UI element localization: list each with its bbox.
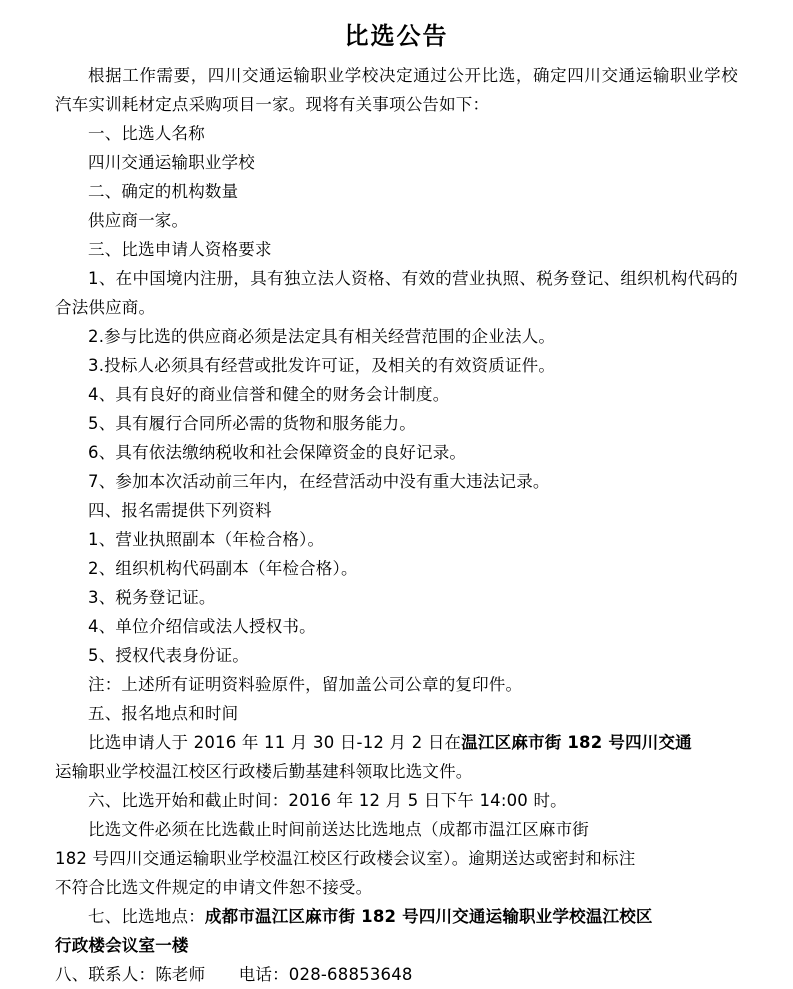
- paragraph: 六、比选开始和截止时间：2016 年 12 月 5 日下午 14:00 时。: [88, 791, 567, 810]
- paragraph: 四、报名需提供下列资料: [88, 501, 272, 520]
- paragraph: 根据工作需要，四川交通运输职业学校决定通过公开比选，确定四川交通运输职业学校汽车实训耗材定点采购项目一家。现将有关事项公告如下：: [55, 66, 738, 114]
- paragraph: 八、联系人：陈老师 电话：028-68853648: [55, 965, 413, 984]
- paragraph: 注：上述所有证明资料验原件，留加盖公司公章的复印件。: [88, 675, 523, 694]
- paragraph: 五、报名地点和时间: [88, 704, 239, 723]
- paragraph: 四川交通运输职业学校: [88, 153, 255, 172]
- paragraph: 2、组织机构代码副本（年检合格）。: [88, 559, 358, 578]
- paragraph: 供应商一家。: [88, 211, 189, 230]
- paragraph: 2.参与比选的供应商必须是法定具有相关经营范围的企业法人。: [88, 327, 556, 346]
- paragraph: 运输职业学校温江校区行政楼后勤基建科领取比选文件。: [55, 762, 473, 781]
- paragraph: 6、具有依法缴纳税收和社会保障资金的良好记录。: [88, 443, 467, 462]
- paragraph: 一、比选人名称: [88, 124, 205, 143]
- paragraph: 1、在中国境内注册，具有独立法人资格、有效的营业执照、税务登记、组织机构代码的合法供应商。: [55, 269, 738, 317]
- paragraph: 4、具有良好的商业信誉和健全的财务会计制度。: [88, 385, 450, 404]
- paragraph: 7、参加本次活动前三年内，在经营活动中没有重大违法记录。: [88, 472, 550, 491]
- paragraph: 二、确定的机构数量: [88, 182, 239, 201]
- paragraph: 4、单位介绍信或法人授权书。: [88, 617, 316, 636]
- paragraph: 行政楼会议室一楼: [55, 936, 189, 955]
- paragraph: 不符合比选文件规定的申请文件恕不接受。: [55, 878, 373, 897]
- paragraph: 1、营业执照副本（年检合格）。: [88, 530, 325, 549]
- document-body: [55, 61, 738, 989]
- paragraph: 3.投标人必须具有经营或批发许可证，及相关的有效资质证件。: [88, 356, 556, 375]
- paragraph: 比选申请人于 2016 年 11 月 30 日-12 月 2 日在温江区麻市街 182 号四川交通: [88, 733, 692, 752]
- paragraph: 七、比选地点：成都市温江区麻市街 182 号四川交通运输职业学校温江校区: [88, 907, 653, 926]
- paragraph: 3、税务登记证。: [88, 588, 216, 607]
- paragraph: 三、比选申请人资格要求: [88, 240, 272, 259]
- paragraph: 比选文件必须在比选截止时间前送达比选地点（成都市温江区麻市街: [88, 820, 589, 839]
- page-title: 比选公告: [344, 22, 449, 50]
- paragraph: 182 号四川交通运输职业学校温江校区行政楼会议室）。逾期送达或密封和标注: [55, 849, 636, 868]
- paragraph: 5、具有履行合同所必需的货物和服务能力。: [88, 414, 416, 433]
- paragraph: 5、授权代表身份证。: [88, 646, 249, 665]
